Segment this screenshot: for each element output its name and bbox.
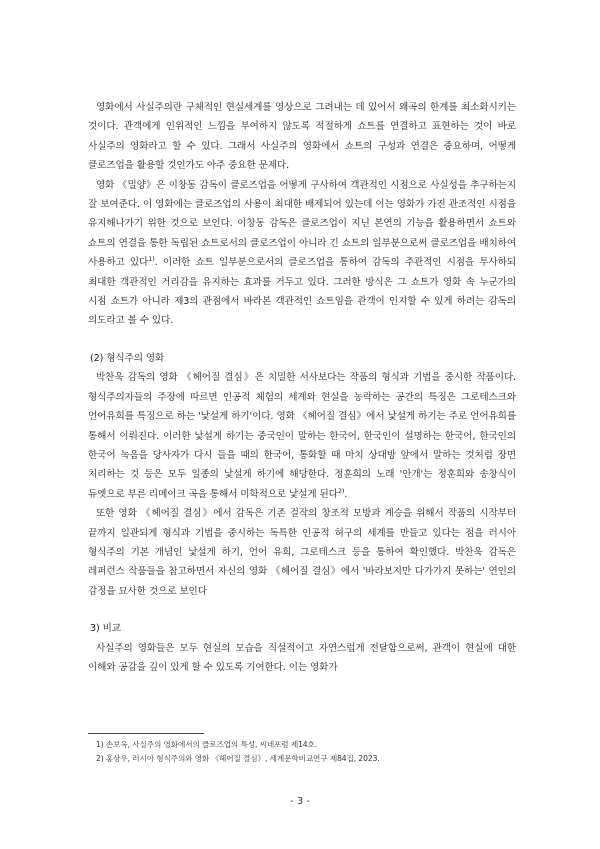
paragraph-realism-definition: 영화에서 사실주의란 구체적인 현실세계를 영상으로 그려내는 데 있어서 왜곡의 한계를 최소화시키는 것이다. 관객에게 인위적인 느낌을 부여하지 않도록 적절하게 쇼트를 연결하고 표현하는 것이 바로 사실주의 영화라고 할 수 있다. 그래서 사실주의 영화에서 쇼트의 구성과 연결은 중요하며, 어떻게 클로즈업을 활용할 것인가도 아주 중요한 문제다. <box>88 102 516 172</box>
footnote-ref-2[interactable]: 2) <box>337 486 345 495</box>
footnote-divider <box>88 733 204 734</box>
page-number: - 3 - <box>290 796 310 807</box>
section-gap <box>88 601 516 619</box>
footnote-ref-1[interactable]: 1) <box>148 255 155 264</box>
body-text <box>88 98 516 677</box>
paragraph-secret-sunshine <box>88 176 516 331</box>
paragraph-secret-sunshine-part2: . 이러한 쇼트 일부분으로서의 클로즈업을 통하여 감독의 주관적인 시점을 투사하되 최대한 객관적인 거리감을 유지하는 효과를 거두고 있다. 그러한 방식은 그 쇼트가 영화 속 누군가의 시점 쇼트가 아니라 제3의 관점에서 바라본 객관적인 쇼트임을 관객이 인지할 수 있게 하려는 감독의 의도라고 볼 수 있다. <box>88 257 516 327</box>
footnote-2: 2) 홍상우, 러시아 형식주의와 영화 《헤어질 결심》, 세계문학비교연구 제84집, 2023. <box>96 754 380 763</box>
footnote-1: 1) 손보옥, 사실주의 영화에서의 클로즈업의 특성, 씨네포럼 제14호. <box>96 740 318 749</box>
paragraph-decision-to-leave <box>88 368 516 504</box>
section-gap <box>88 331 516 349</box>
paragraph-secret-sunshine-part1: 영화 《밀양》은 이창동 감독이 클로즈업을 어떻게 구사하여 객관적인 시점으로 사실성을 추구하는지 잘 보여준다. 이 영화에는 클로즈업의 사용이 최대한 배제되어 있는데 이는 영화가 가진 관조적인 시점을 유지해나가기 위한 것으로 보인다. 이창동 감독은 클로즈업이 지닌 본연의 기능을 활용하면서 쇼트와 쇼트의 연결을 통한 독립된 쇼트로서의 클로즈업이 아니라 긴 쇼트의 일부분으로써 클로즈업을 배치하여 사용하고 있다 <box>88 179 516 269</box>
section-heading-formalism: (2) 형식주의 영화 <box>90 352 165 364</box>
paragraph-comparison: 사실주의 영화들은 모두 현실의 모습을 직설적이고 자연스럽게 전달함으로써, 관객이 현실에 대한 이해와 공감을 깊이 있게 할 수 있도록 기여한다. 이는 영화가 <box>88 642 516 673</box>
footnotes <box>88 738 516 766</box>
paragraph-decision-to-leave-2: 또한 영화 《헤어질 결심》에서 감독은 기존 걸작의 창조적 모방과 계승을 위해서 작품의 시작부터 끝까지 일관되게 형식과 기법을 중시하는 독특한 인공적 허구의 세계를 만들고 있다는 점을 러시아 형식주의 기본 개념인 낯설게 하기, 언어 유희, 그로테스크 등을 통하여 확인했다. 박찬욱 감독은 레퍼런스 작품들을 참고하면서 자신의 영화 《헤어질 결심》에서 '바라보지만 다가가지 못하는' 연인의 감정을 묘사한 것으로 보인다 <box>88 508 516 597</box>
paragraph-decision-to-leave-end: . <box>344 488 348 500</box>
paragraph-decision-to-leave-text: 박찬욱 감독의 영화 《헤어질 결심》은 치밀한 서사보다는 작품의 형식과 기법을 중시한 작품이다. 형식주의자들의 주장에 따르면 인공적 체험의 세계와 현실을 농락하는 공간의 특징은 그로테스크와 언어유희를 특징으로 하는 '낯설게 하기'이다. 영화 《헤어질 결심》에서 낯설게 하기는 주로 언어유희를 통해서 이뤄진다. 이러한 낯설게 하기는 중국인이 말하는 한국어, 한국인이 설명하는 한국어, 한국인의 한국어 녹음을 당사자가 다시 들을 때의 한국어, 통화할 때 마치 상대방 앞에서 말하는 것처럼 장면 처리하는 것 등은 모두 일종의 낯설게 하기에 해당한다. 정훈희의 노래 '안개'는 정훈희와 송창식이 듀엣으로 부른 리메이크 곡을 통해서 미학적으로 낯설게 된다 <box>88 372 516 500</box>
section-heading-comparison: 3) 비교 <box>90 623 121 635</box>
